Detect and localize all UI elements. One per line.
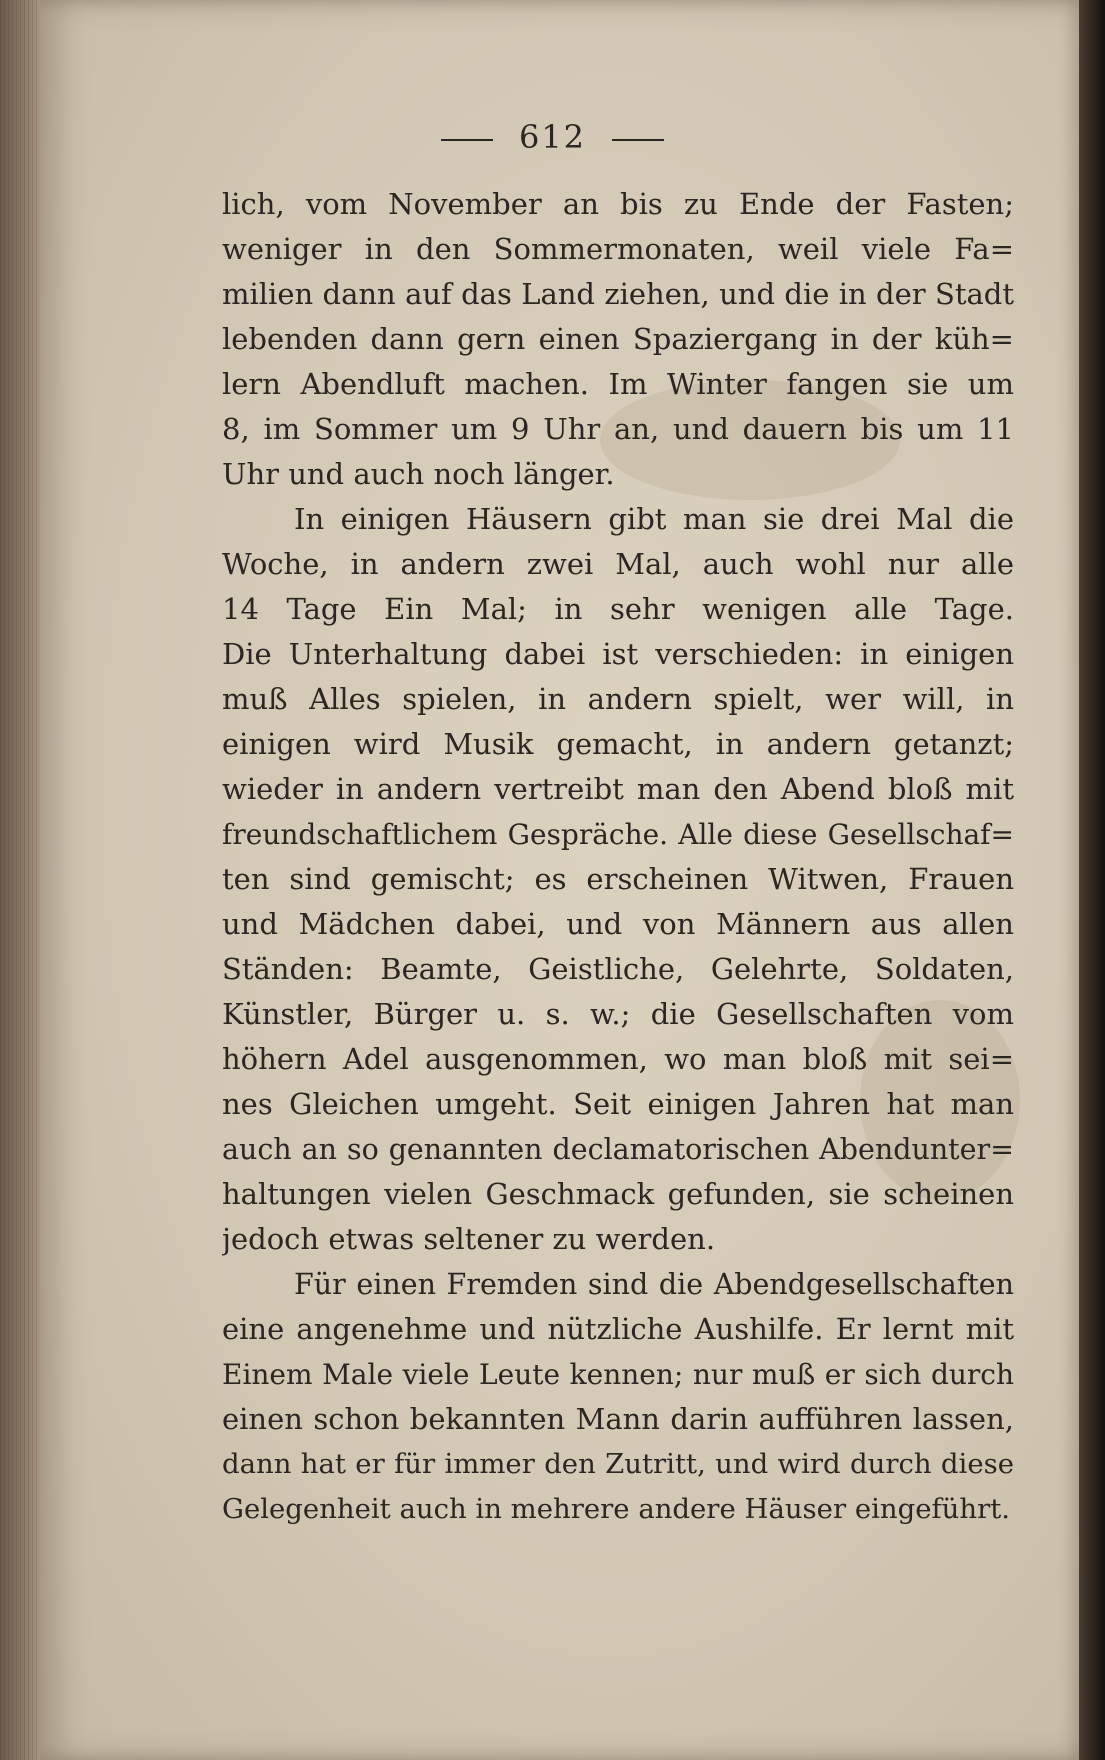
text-line: In einigen Häusern gibt man sie drei Mal die: [294, 502, 1014, 536]
text-line: auch an so genannten declamatorischen Abendunter=: [222, 1133, 1014, 1166]
text-line: dann hat er für immer den Zutritt, und wird durch diese: [222, 1448, 1014, 1480]
text-line: höhern Adel ausgenommen, wo man bloß mit sei=: [222, 1042, 1014, 1076]
text-line: Ständen: Beamte, Geistliche, Gelehrte, Soldaten,: [222, 952, 1014, 986]
page-header: [0, 118, 1105, 156]
page-number: 612: [518, 118, 587, 156]
text-line: lebenden dann gern einen Spaziergang in der küh=: [222, 322, 1014, 356]
text-line: Gelegenheit auch in mehrere andere Häuser eingeführt.: [222, 1493, 1011, 1525]
text-line: nes Gleichen umgeht. Seit einigen Jahren hat man: [222, 1087, 1014, 1121]
text-line: haltungen vielen Geschmack gefunden, sie scheinen: [222, 1177, 1014, 1211]
text-line: muß Alles spielen, in andern spielt, wer will, in: [222, 682, 1014, 716]
text-line: einen schon bekannten Mann darin aufführen lassen,: [222, 1402, 1014, 1436]
text-line: 8, im Sommer um 9 Uhr an, und dauern bis um 11: [222, 412, 1014, 446]
book-right-edge: [1079, 0, 1105, 1760]
text-line: weniger in den Sommermonaten, weil viele Fa=: [222, 232, 1014, 266]
text-line: wieder in andern vertreibt man den Abend bloß mit: [222, 772, 1014, 806]
text-line: Woche, in andern zwei Mal, auch wohl nur alle: [222, 547, 1014, 581]
header-dash-right: [612, 139, 664, 141]
text-line: lich, vom November an bis zu Ende der Fasten;: [222, 187, 1014, 221]
body-text: [222, 182, 1014, 1532]
text-line: 14 Tage Ein Mal; in sehr wenigen alle Tage.: [222, 592, 1014, 626]
text-line: einigen wird Musik gemacht, in andern getanzt;: [222, 727, 1014, 761]
text-line: jedoch etwas seltener zu werden.: [222, 1222, 716, 1256]
header-dash-left: [441, 139, 493, 141]
text-line: eine angenehme und nützliche Aushilfe. Er lernt mit: [222, 1312, 1014, 1346]
text-line: und Mädchen dabei, und von Männern aus allen: [222, 907, 1014, 941]
text-line: Künstler, Bürger u. s. w.; die Gesellschaften vom: [222, 997, 1014, 1031]
text-line: freundschaftlichem Gespräche. Alle diese Gesellschaf=: [222, 818, 1014, 851]
text-line: Uhr und auch noch länger.: [222, 457, 615, 491]
text-line: Die Unterhaltung dabei ist verschieden: in einigen: [222, 637, 1014, 671]
text-line: ten sind gemischt; es erscheinen Witwen, Frauen: [222, 862, 1014, 896]
text-line: lern Abendluft machen. Im Winter fangen sie um: [222, 367, 1014, 401]
text-line: Für einen Fremden sind die Abendgesellschaften: [294, 1268, 1014, 1301]
text-line: Einem Male viele Leute kennen; nur muß er sich durch: [222, 1358, 1014, 1391]
text-line: milien dann auf das Land ziehen, und die in der Stadt: [222, 277, 1014, 311]
